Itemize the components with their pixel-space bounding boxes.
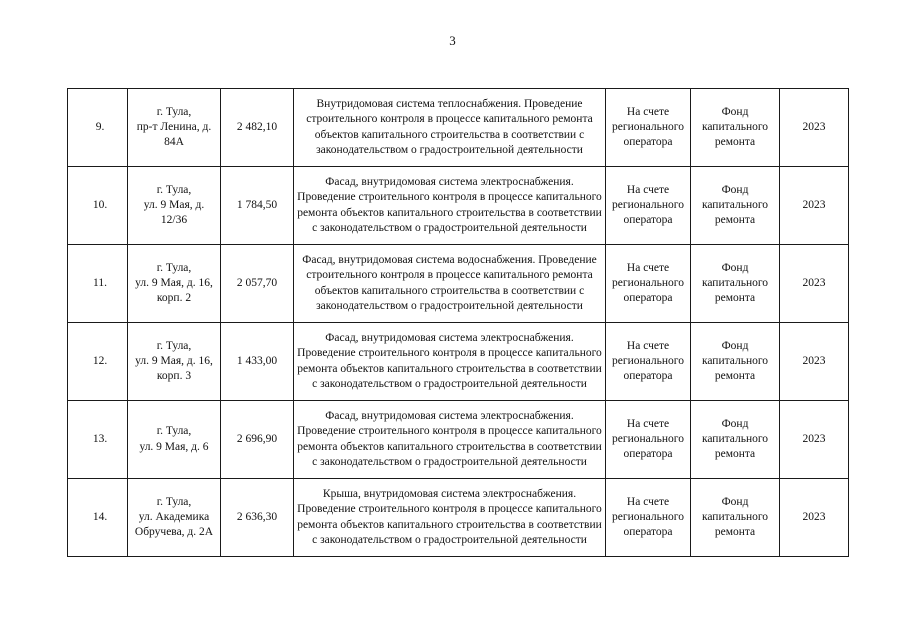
account-cell: [606, 479, 691, 557]
row-fund: Фонд капитального ремонта: [701, 339, 769, 383]
row-works-description: Фасад, внутридомовая система электроснабжения. Проведение строительного контроля в процессе капитального ремонта объектов капитального строительства в соответствии с законодательством о градостроительной деятельности: [297, 176, 602, 234]
year-cell: [780, 479, 849, 557]
account-cell: [606, 245, 691, 323]
row-fund: Фонд капитального ремонта: [701, 495, 769, 539]
row-address: г. Тула, ул. 9 Мая, д. 16, корп. 2: [135, 261, 213, 305]
row-number: 14.: [92, 510, 108, 523]
row-number-cell: [68, 245, 128, 323]
row-year: 2023: [802, 120, 826, 133]
row-cost: 2 696,90: [236, 432, 278, 445]
row-account: На счете регионального оператора: [612, 105, 684, 149]
row-works-description: Фасад, внутридомовая система электроснабжения. Проведение строительного контроля в процессе капитального ремонта объектов капитального строительства в соответствии с законодательством о градостроительной деятельности: [297, 410, 602, 468]
row-fund: Фонд капитального ремонта: [701, 417, 769, 461]
table-row: [68, 479, 849, 557]
fund-cell: [691, 89, 780, 167]
fund-cell: [691, 323, 780, 401]
works-table-body: [68, 89, 849, 557]
year-cell: [780, 245, 849, 323]
row-year: 2023: [802, 432, 826, 445]
row-year: 2023: [802, 198, 826, 211]
row-address: г. Тула, пр-т Ленина, д. 84А: [136, 105, 212, 149]
row-number-cell: [68, 401, 128, 479]
row-number: 9.: [95, 120, 105, 133]
address-cell: [128, 167, 221, 245]
year-cell: [780, 323, 849, 401]
row-number: 13.: [92, 432, 108, 445]
works-cell: [294, 401, 606, 479]
account-cell: [606, 167, 691, 245]
cost-cell: [221, 167, 294, 245]
works-cell: [294, 167, 606, 245]
row-number-cell: [68, 167, 128, 245]
cost-cell: [221, 479, 294, 557]
cost-cell: [221, 89, 294, 167]
address-cell: [128, 89, 221, 167]
row-account: На счете регионального оператора: [612, 339, 684, 383]
table-row: [68, 89, 849, 167]
row-number-cell: [68, 89, 128, 167]
works-cell: [294, 323, 606, 401]
row-number: 10.: [92, 198, 108, 211]
fund-cell: [691, 401, 780, 479]
table-row: [68, 245, 849, 323]
row-address: г. Тула, ул. 9 Мая, д. 6: [139, 425, 209, 453]
works-cell: [294, 479, 606, 557]
account-cell: [606, 89, 691, 167]
year-cell: [780, 89, 849, 167]
row-works-description: Внутридомовая система теплоснабжения. Проведение строительного контроля в процессе капитального ремонта объектов капитального строительства в соответствии с законодательством о градостроительной деятельности: [306, 98, 593, 156]
year-cell: [780, 401, 849, 479]
address-cell: [128, 401, 221, 479]
fund-cell: [691, 479, 780, 557]
row-cost: 2 057,70: [236, 276, 278, 289]
row-works-description: Крыша, внутридомовая система электроснабжения. Проведение строительного контроля в процессе капитального ремонта объектов капитального строительства в соответствии с законодательством о градостроительной деятельности: [297, 488, 602, 546]
row-year: 2023: [802, 510, 826, 523]
row-account: На счете регионального оператора: [612, 495, 684, 539]
cost-cell: [221, 323, 294, 401]
fund-cell: [691, 167, 780, 245]
cost-cell: [221, 245, 294, 323]
row-cost: 1 784,50: [236, 198, 278, 211]
row-works-description: Фасад, внутридомовая система водоснабжения. Проведение строительного контроля в процессе капитального ремонта объектов капитального строительства в соответствии с законодательством о градостроительной деятельности: [302, 254, 597, 312]
row-address: г. Тула, ул. Академика Обручева, д. 2А: [134, 495, 214, 539]
year-cell: [780, 167, 849, 245]
row-number-cell: [68, 323, 128, 401]
row-number: 12.: [92, 354, 108, 367]
row-fund: Фонд капитального ремонта: [701, 105, 769, 149]
works-cell: [294, 89, 606, 167]
address-cell: [128, 245, 221, 323]
table-row: [68, 401, 849, 479]
row-number: 11.: [93, 276, 107, 289]
row-works-description: Фасад, внутридомовая система электроснабжения. Проведение строительного контроля в процессе капитального ремонта объектов капитального строительства в соответствии с законодательством о градостроительной деятельности: [297, 332, 602, 390]
row-account: На счете регионального оператора: [612, 417, 684, 461]
row-account: На счете регионального оператора: [612, 261, 684, 305]
fund-cell: [691, 245, 780, 323]
table-row: [68, 323, 849, 401]
table-row: [68, 167, 849, 245]
row-cost: 2 482,10: [236, 120, 278, 133]
row-address: г. Тула, ул. 9 Мая, д. 16, корп. 3: [135, 339, 213, 383]
row-address: г. Тула, ул. 9 Мая, д. 12/36: [143, 183, 205, 227]
row-year: 2023: [802, 276, 826, 289]
account-cell: [606, 401, 691, 479]
row-cost: 1 433,00: [236, 354, 278, 367]
row-number-cell: [68, 479, 128, 557]
row-year: 2023: [802, 354, 826, 367]
row-cost: 2 636,30: [236, 510, 278, 523]
row-fund: Фонд капитального ремонта: [701, 261, 769, 305]
row-fund: Фонд капитального ремонта: [701, 183, 769, 227]
address-cell: [128, 323, 221, 401]
works-cell: [294, 245, 606, 323]
account-cell: [606, 323, 691, 401]
page-number: 3: [449, 33, 456, 48]
row-account: На счете регионального оператора: [612, 183, 684, 227]
works-table: [67, 88, 849, 557]
cost-cell: [221, 401, 294, 479]
address-cell: [128, 479, 221, 557]
